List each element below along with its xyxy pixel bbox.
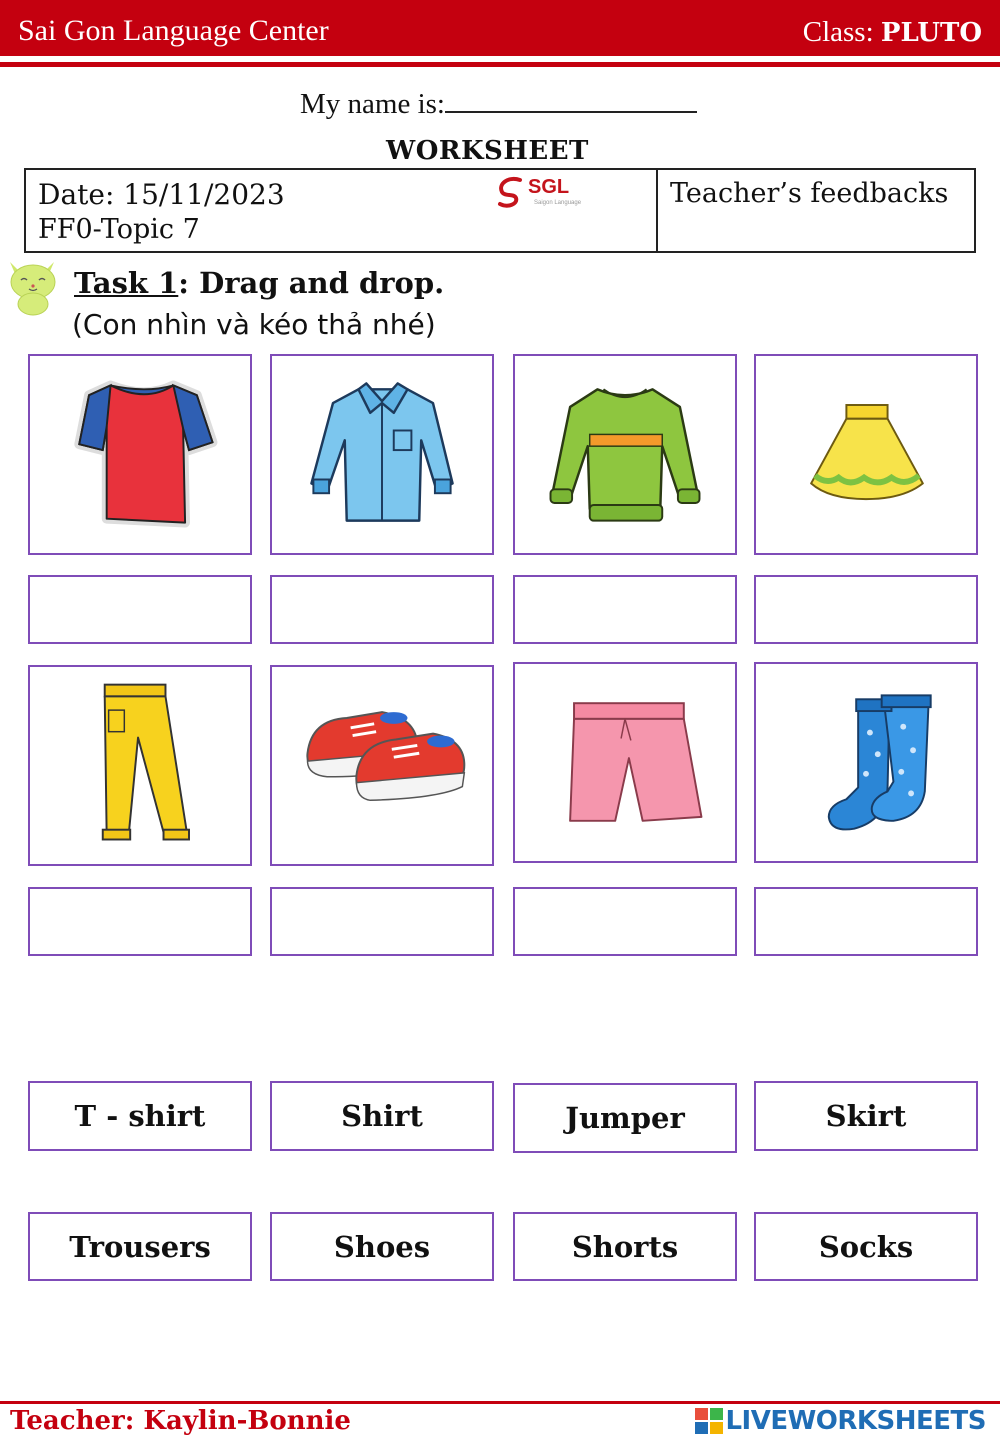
jumper-picture [513,354,737,555]
task-subtitle: (Con nhìn và kéo thả nhé) [72,308,436,341]
class-value: PLUTO [880,18,982,48]
word-card-skirt[interactable]: Skirt [754,1081,978,1151]
header-bar [0,0,1000,56]
shorts-picture [513,662,737,863]
word-card-t-shirt[interactable]: T - shirt [28,1081,252,1151]
word-card-shirt[interactable]: Shirt [270,1081,494,1151]
drop-zone[interactable] [513,575,737,644]
word-card-jumper[interactable]: Jumper [513,1083,737,1153]
center-name: Sai Gon Language Center [18,14,329,47]
header-divider [0,62,1000,67]
sgl-logo [494,174,594,210]
name-blank[interactable] [445,89,697,113]
liveworksheets-text: LIVEWORKSHEETS [725,1406,986,1436]
class-info [803,16,982,49]
class-label: Class: [802,16,874,48]
task-instruction: : Drag and drop. [178,266,445,300]
drop-zone[interactable] [28,575,252,644]
word-card-shorts[interactable]: Shorts [513,1212,737,1281]
name-prompt: My name is: [300,88,445,120]
feedback-label: Teacher’s feedbacks [670,178,949,209]
trousers-picture [28,665,252,866]
table-divider [656,170,658,251]
drop-zone[interactable] [28,887,252,956]
worksheet-title: WORKSHEET [386,136,589,166]
word-card-trousers[interactable]: Trousers [28,1212,252,1281]
teacher-name: Teacher: Kaylin-Bonnie [10,1406,351,1436]
shirt-picture [270,354,494,555]
name-line [300,88,697,121]
drop-zone[interactable] [270,575,494,644]
info-table [24,168,976,253]
skirt-picture [754,354,978,555]
task-label: Task 1 [74,266,179,300]
liveworksheets-grid-icon [695,1408,723,1434]
task-title [74,266,444,300]
liveworksheets-logo [695,1404,986,1438]
drop-zone[interactable] [513,887,737,956]
t-shirt-picture [28,354,252,555]
logo-subtext: Saigon Language [534,200,582,206]
word-card-shoes[interactable]: Shoes [270,1212,494,1281]
sgl-swoosh-icon [494,174,530,210]
topic-text: FF0-Topic 7 [38,214,200,245]
date-text: Date: 15/11/2023 [38,178,285,211]
word-card-socks[interactable]: Socks [754,1212,978,1281]
cat-mascot-icon [4,256,62,316]
socks-picture [754,662,978,863]
drop-zone[interactable] [754,575,978,644]
shoes-picture [270,665,494,866]
drop-zone[interactable] [270,887,494,956]
drop-zone[interactable] [754,887,978,956]
logo-text: SGL [528,176,570,198]
